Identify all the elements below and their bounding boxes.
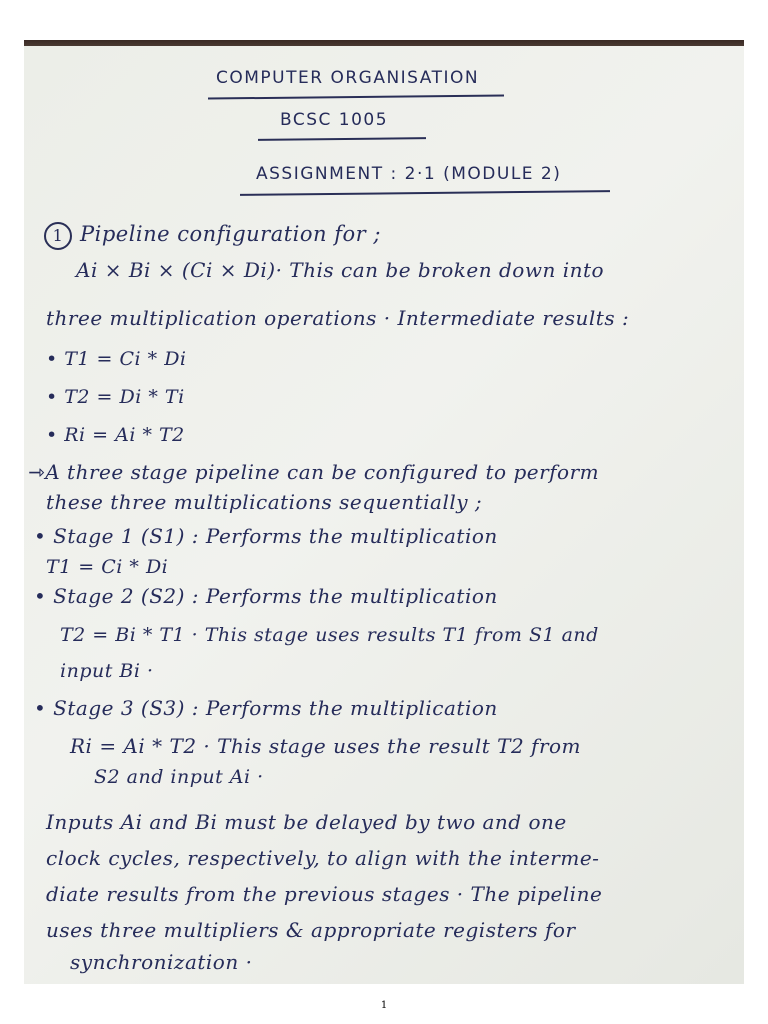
question-number: 1 bbox=[44, 222, 72, 250]
question-title bbox=[44, 222, 381, 250]
handwritten-page bbox=[24, 46, 744, 984]
title-underline bbox=[208, 94, 504, 99]
body-line: S2 and input Ai · bbox=[94, 766, 264, 788]
body-line: uses three multipliers & appropriate registers for bbox=[46, 918, 576, 942]
body-line: clock cycles, respectively, to align with the interme- bbox=[46, 846, 600, 870]
assignment-heading: ASSIGNMENT : 2·1 (MODULE 2) bbox=[256, 164, 562, 184]
body-line: three multiplication operations · Intermediate results : bbox=[46, 306, 630, 330]
body-line: ⇾A three stage pipeline can be configured to perform bbox=[28, 460, 600, 484]
body-line: Inputs Ai and Bi must be delayed by two and one bbox=[46, 810, 567, 834]
page-number: 1 bbox=[380, 1000, 388, 1011]
body-line: Ai × Bi × (Ci × Di)· This can be broken down into bbox=[76, 258, 605, 282]
course-title: COMPUTER ORGANISATION bbox=[216, 68, 480, 88]
body-line: Ri = Ai * T2 · This stage uses the result T2 from bbox=[70, 734, 582, 758]
body-line: • Stage 3 (S3) : Performs the multiplication bbox=[34, 696, 498, 720]
code-underline bbox=[258, 137, 426, 141]
body-line: T2 = Bi * T1 · This stage uses results T1 from S1 and bbox=[60, 624, 599, 646]
scanned-photo bbox=[24, 40, 744, 984]
body-line: • T2 = Di * Ti bbox=[46, 386, 185, 408]
body-line: these three multiplications sequentially ; bbox=[46, 490, 483, 514]
body-line: • Ri = Ai * T2 bbox=[46, 424, 185, 446]
body-line: diate results from the previous stages · The pipeline bbox=[46, 882, 603, 906]
question-title-text: Pipeline configuration for ; bbox=[80, 222, 381, 246]
course-code: BCSC 1005 bbox=[280, 110, 389, 130]
assignment-underline bbox=[240, 190, 610, 196]
body-line: • Stage 1 (S1) : Performs the multiplication bbox=[34, 524, 498, 548]
body-line: • Stage 2 (S2) : Performs the multiplication bbox=[34, 584, 498, 608]
body-line: • T1 = Ci * Di bbox=[46, 348, 187, 370]
body-line: input Bi · bbox=[60, 660, 154, 682]
body-line: T1 = Ci * Di bbox=[46, 556, 169, 578]
body-line: synchronization · bbox=[70, 950, 253, 974]
